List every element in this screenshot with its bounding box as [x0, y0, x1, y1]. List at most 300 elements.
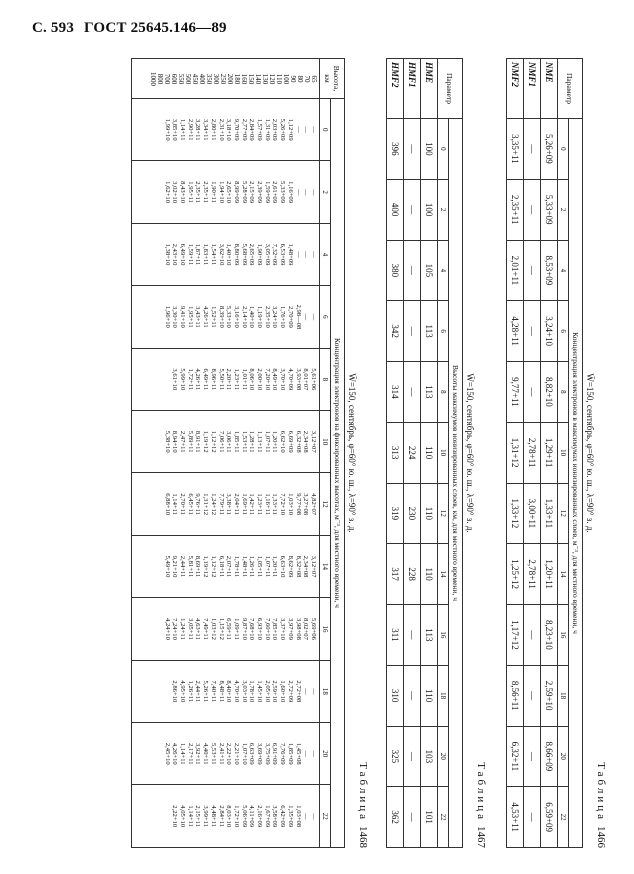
cell-value: 6,69+09 [286, 430, 294, 453]
hour-header: 22 [320, 785, 331, 848]
cell-value: 9,77+08 [294, 493, 302, 516]
hour-header: 4 [438, 240, 449, 301]
cell-value: — [310, 812, 317, 820]
table-cell: 8,23+10 [541, 605, 558, 666]
cell-value: 1,45+08 [294, 742, 302, 765]
height-value: 800 [156, 73, 164, 85]
table-cell: 2,35+11 [507, 179, 524, 240]
cell-value: 4,05+10 [179, 805, 187, 828]
cell-value [132, 413, 140, 470]
cell-value: 5,81+11 [186, 555, 194, 578]
cell-value [140, 288, 148, 345]
cell-value: 4,95+10 [179, 680, 187, 703]
cell-value: 2,17+11 [186, 742, 194, 765]
cell-value [155, 101, 163, 158]
table-cell: 1,33+12 [507, 483, 524, 544]
cell-value: 5,33+10 [225, 305, 233, 328]
height-value: 150 [247, 73, 255, 85]
height-value: 500 [184, 73, 192, 85]
table-cell: 2,59+10 [541, 665, 558, 726]
height-value: 120 [268, 73, 276, 85]
hour-header: 20 [438, 726, 449, 787]
table-1468 [131, 58, 345, 848]
cell-value: — [302, 313, 310, 321]
table-cell: 110 [421, 544, 438, 605]
table-cell [132, 535, 320, 597]
cell-value: 1,83+11 [202, 243, 210, 266]
table-cell: 1,29+11 [541, 422, 558, 483]
cell-value: 6,93+10 [256, 618, 264, 640]
cell-value [132, 725, 140, 782]
cell-value: 8,80+09 [232, 243, 240, 266]
cell-value [132, 600, 140, 657]
height-value: 450 [191, 73, 199, 85]
cell-value: 6,91+09 [271, 742, 279, 765]
cell-value [155, 663, 163, 720]
cell-value: 1,20+11 [271, 555, 279, 578]
cell-value [140, 538, 148, 595]
group-header: Высоты максимумов ионизированных слоев, км, для местного времени, ч [449, 119, 463, 848]
table-cell [132, 411, 320, 473]
table-cell: 8,53+09 [541, 240, 558, 301]
cell-value: 4,26+11 [202, 306, 210, 328]
table-cell: 311 [387, 605, 404, 666]
height-value: 180 [233, 73, 241, 85]
cell-value [155, 163, 163, 220]
height-value: 65 [310, 75, 318, 83]
table-cell: — [404, 362, 421, 423]
cell-value: 8,48+11 [217, 680, 225, 703]
height-value: 70 [303, 75, 311, 83]
cell-value: 6,45+11 [186, 493, 194, 515]
cell-value: 4,40+11 [202, 742, 210, 765]
cell-value: 4,63+11 [194, 618, 202, 640]
cell-value: 2,34+08 [302, 430, 310, 453]
cell-value: 8,96+11 [209, 368, 217, 391]
table-cell: 113 [421, 605, 438, 666]
cell-value: — [310, 750, 317, 758]
hour-header: 18 [558, 665, 569, 726]
cell-value: 8,49+10 [271, 368, 279, 391]
cell-value: 6,53+09 [279, 243, 287, 266]
cell-value: 3,43+11 [194, 306, 202, 328]
cell-value: 1,23+11 [256, 493, 264, 515]
table-cell: 1,31+12 [507, 422, 524, 483]
cell-value: 2,77+09 [240, 118, 248, 141]
cell-value [148, 663, 156, 720]
table-cell: — [524, 119, 541, 180]
cell-value: — [294, 188, 302, 196]
hour-header: 10 [438, 422, 449, 483]
cell-value: 1,69+11 [240, 493, 248, 515]
cell-value: 2,44+11 [179, 555, 187, 578]
cell-value: 6,18+11 [217, 555, 225, 578]
cell-value [148, 413, 156, 470]
cell-value: 4,48+11 [209, 805, 217, 828]
hour-header: 4 [558, 240, 569, 301]
cell-value: 1,07+10 [240, 742, 248, 765]
hour-header: 22 [558, 787, 569, 848]
cell-value: 2,72+08 [294, 680, 302, 703]
height-value: 600 [170, 73, 178, 85]
page-number: С. 593 [32, 20, 75, 36]
table-cell: 113 [421, 362, 438, 423]
cell-value [155, 226, 163, 283]
cell-value [155, 351, 163, 408]
cell-value: 5,61+06 [310, 368, 317, 391]
cell-value: 7,76+09 [279, 742, 287, 765]
table-cell [132, 161, 320, 223]
hour-header: 2 [558, 179, 569, 240]
cell-value [148, 725, 156, 782]
cell-value: 2,35+10 [263, 305, 271, 328]
cell-value: — [294, 251, 302, 258]
table-cell: — [524, 726, 541, 787]
table-cell: 314 [387, 362, 404, 423]
cell-value: 9,70+09 [232, 118, 240, 141]
height-value: 160 [240, 73, 248, 85]
cell-value: 5,28+09 [240, 181, 248, 204]
cell-value: 2,61+09 [271, 181, 279, 204]
cell-value: 1,19+10 [256, 305, 264, 328]
cell-value: — [310, 126, 317, 133]
cell-value [132, 226, 140, 283]
cell-value: 1,67+09 [263, 805, 271, 828]
cell-value: 7,68+10 [248, 618, 256, 640]
cell-value: 1,03+12 [209, 618, 217, 640]
cell-value: 5,50+11 [217, 368, 225, 391]
cell-value: 1,94+10 [217, 181, 225, 204]
hour-header: 6 [438, 301, 449, 362]
cell-value: — [302, 812, 310, 820]
cell-value: — [302, 688, 310, 695]
rotated-content [22, 58, 607, 848]
cell-value: 2,35+11 [194, 181, 202, 203]
hour-header: 16 [558, 605, 569, 666]
table-cell: 325 [387, 726, 404, 787]
cell-value: 9,76+11 [194, 493, 202, 515]
cell-value: 6,32+08 [294, 430, 302, 453]
cell-value: 6,59+11 [225, 618, 233, 640]
table-label: Таблица1466 [595, 762, 607, 848]
cell-value [140, 475, 148, 532]
cell-value [148, 288, 156, 345]
group-header: Концентрация электронов в максимумах ионизированных слоев, м⁻³, для местного времени, ч [569, 119, 583, 848]
cell-value: 3,99+11 [202, 805, 210, 828]
height-value: 1000 [149, 72, 157, 86]
cell-value [140, 787, 148, 845]
cell-value: 8,99+09 [232, 181, 240, 204]
table-caption: W̄=150, сентябрь, φ=60° ю. ш., λ=90° з. д. [585, 373, 595, 533]
table-cell: 5,33+09 [541, 179, 558, 240]
table-label: Таблица1467 [475, 762, 487, 848]
cell-value: 2,86+10 [171, 680, 179, 703]
height-value: 90 [289, 75, 297, 83]
cell-value: 1,19+12 [202, 555, 210, 578]
table-cell: 4,28+11 [507, 301, 524, 362]
cell-value: 5,33+09 [279, 181, 287, 204]
table-cell: — [524, 787, 541, 848]
cell-value: 6,49+11 [202, 368, 210, 391]
hour-header: 8 [320, 348, 331, 410]
hour-header: 12 [558, 483, 569, 544]
cell-value: 3,03+10 [240, 680, 248, 703]
table-cell: 310 [387, 665, 404, 726]
cell-value: 3,97+09 [286, 618, 294, 640]
cell-value: 2,98—08 [294, 304, 302, 330]
cell-value: 8,69+11 [194, 555, 202, 578]
cell-value: 2,03+09 [271, 118, 279, 141]
cell-value: 1,31+09 [263, 118, 271, 141]
cell-value: 8,43+10 [179, 181, 187, 204]
cell-value: 3,28+11 [194, 118, 202, 141]
cell-value: 2,22+10 [171, 805, 179, 828]
cell-value: 3,93+08 [294, 368, 302, 391]
cell-value [140, 226, 148, 283]
cell-value: 1,45+10 [256, 680, 264, 703]
cell-value: 2,15+09 [248, 181, 256, 204]
cell-value: 2,90+11 [186, 118, 194, 141]
cell-value [148, 600, 156, 657]
table-row [507, 59, 524, 848]
table-cell: 3,35+11 [507, 119, 524, 180]
table-cell: — [404, 726, 421, 787]
table-cell [132, 785, 320, 848]
cell-value: 1,53+11 [240, 430, 248, 453]
table-cell: 313 [387, 422, 404, 483]
cell-value: 2,34+08 [302, 555, 310, 578]
cell-value: 2,70+09 [286, 305, 294, 328]
cell-value: 1,03+10 [286, 493, 294, 516]
hour-header: 14 [558, 544, 569, 605]
cell-value: 1,14+11 [186, 805, 194, 828]
cell-value: 1,16+09 [286, 181, 294, 204]
param-name: NMF2 [507, 59, 524, 119]
table-cell: 224 [404, 422, 421, 483]
cell-value: 1,38+10 [163, 243, 171, 266]
cell-value: 6,49+10 [179, 243, 187, 266]
cell-value: 1,19+12 [202, 430, 210, 453]
cell-value: 2,16+09 [256, 805, 264, 828]
cell-value: 8,03+10 [225, 805, 233, 828]
table-label: Таблица1468 [357, 762, 369, 848]
cell-value: 3,85+10 [171, 118, 179, 141]
cell-value: 1,57+09 [256, 118, 264, 141]
cell-value: — [310, 188, 317, 196]
table-cell [132, 223, 320, 285]
hour-header: 8 [558, 362, 569, 423]
hour-header: 2 [438, 179, 449, 240]
cell-value: 7,06+11 [217, 430, 225, 453]
hour-header: 18 [320, 660, 331, 722]
cell-value: 2,41+11 [217, 742, 225, 765]
table-cell: 105 [421, 240, 438, 301]
cell-value [140, 725, 148, 782]
height-value: 300 [212, 73, 220, 85]
cell-value [155, 600, 163, 657]
cell-value: 3,92+11 [194, 742, 202, 765]
hour-header: 12 [320, 473, 331, 535]
table-cell: 113 [421, 301, 438, 362]
cell-value: 5,49+10 [163, 555, 171, 578]
table-cell: 8,56+11 [507, 665, 524, 726]
cell-value: 8,94+10 [171, 430, 179, 453]
table-row [404, 59, 421, 848]
cell-value [155, 787, 163, 845]
cell-value: 1,05+11 [256, 555, 264, 578]
param-header: Высота, км [320, 59, 345, 99]
cell-value: 2,39+09 [256, 181, 264, 204]
header-row [331, 59, 345, 848]
cell-value: 1,09+11 [232, 618, 240, 640]
cell-value: 5,26+11 [202, 680, 210, 703]
cell-value: 7,49+11 [202, 618, 210, 640]
cell-value: 1,40+10 [225, 243, 233, 266]
hours-row [320, 59, 331, 848]
cell-value: 4,26+11 [194, 368, 202, 391]
cell-value: 3,75+09 [263, 742, 271, 765]
hour-header: 18 [438, 665, 449, 726]
cell-value: 8,40+10 [225, 680, 233, 703]
cell-value: 9,87+10 [240, 618, 248, 640]
cell-value: 7,32+09 [271, 243, 279, 266]
table-row [524, 59, 541, 848]
cell-value: 1,96+10 [163, 305, 171, 328]
table-cell: 2,78+11 [524, 422, 541, 483]
cell-value: — [302, 251, 310, 258]
cell-value: 1,48+11 [240, 555, 248, 578]
cell-value: 2,59+10 [271, 680, 279, 703]
cell-value: — [310, 251, 317, 258]
cell-value: 9,21+10 [171, 555, 179, 578]
cell-value: 7,60+10 [263, 618, 271, 640]
cell-value: 1,72+11 [186, 368, 194, 391]
height-value: 550 [177, 73, 185, 85]
cell-value: 1,03+08 [294, 805, 302, 828]
cell-value: 7,72+10 [279, 493, 287, 516]
table-cell: — [404, 179, 421, 240]
cell-value: 4,11+09 [248, 805, 256, 828]
hour-header: 6 [558, 301, 569, 362]
cell-value: 3,24+10 [271, 305, 279, 328]
cell-value: 1,07+11 [263, 430, 271, 453]
cell-value: 8,06+10 [248, 368, 256, 391]
cell-value: 1,26+11 [186, 680, 194, 703]
cell-value: 7,24+10 [171, 618, 179, 640]
hour-header: 20 [558, 726, 569, 787]
table-cell: 110 [421, 422, 438, 483]
hour-header: 8 [438, 362, 449, 423]
param-header: Параметр [438, 59, 463, 119]
height-value: 400 [198, 73, 206, 85]
hour-header: 4 [320, 223, 331, 285]
cell-value: 2,80+11 [209, 118, 217, 141]
cell-value: 4,70+10 [232, 680, 240, 703]
cell-value [155, 475, 163, 532]
cell-value: 1,99+10 [163, 118, 171, 141]
cell-value: 1,35+09 [286, 805, 294, 828]
cell-value: 3,62+10 [217, 243, 225, 266]
cell-value: 1,16+11 [263, 493, 271, 515]
hour-header: 0 [558, 119, 569, 180]
table-cell: 362 [387, 787, 404, 848]
cell-value: 3,16+10 [232, 305, 240, 328]
table-cell: — [524, 301, 541, 362]
cell-value: 1,59+11 [186, 243, 194, 266]
cell-value: 1,13+11 [256, 430, 264, 453]
cell-value: 6,88+10 [163, 493, 171, 516]
cell-value: 3,98+08 [294, 618, 302, 640]
hour-header: 10 [558, 422, 569, 483]
height-value: 700 [163, 73, 171, 85]
cell-value: 7,85+10 [271, 618, 279, 640]
cell-value: 1,85+11 [232, 430, 240, 453]
table-cell: 101 [421, 787, 438, 848]
cell-value: 2,04+11 [232, 493, 240, 515]
cell-value [132, 101, 140, 158]
cell-value: 5,89+11 [186, 430, 194, 453]
cell-value [132, 351, 140, 408]
cell-value: 2,15+11 [194, 805, 202, 828]
cell-value [148, 226, 156, 283]
table-cell: 6,59+09 [541, 787, 558, 848]
table-cell: — [404, 240, 421, 301]
hours-row [558, 59, 569, 848]
height-value: 100 [282, 73, 290, 85]
cell-value: 8,32+08 [294, 555, 302, 578]
cell-value: 1,31+12 [202, 493, 210, 516]
table-cell: 1,33+11 [541, 483, 558, 544]
table-cell: 1,17+12 [507, 605, 524, 666]
table-caption: W̄=150, сентябрь, φ=60° ю. ш., λ=90° з. д. [347, 373, 357, 533]
hour-header: 20 [320, 723, 331, 785]
cell-value: 3,06+11 [225, 430, 233, 453]
cell-value: 4,70+09 [286, 368, 294, 391]
hour-header: 0 [320, 99, 331, 161]
cell-value: — [310, 313, 317, 321]
table-1466 [506, 58, 583, 848]
cell-value: 1,90+09 [256, 243, 264, 266]
table-row [387, 59, 404, 848]
hour-header: 12 [438, 483, 449, 544]
cell-value [148, 163, 156, 220]
cell-value: 8,62+09 [286, 555, 294, 578]
cell-value: 1,26+11 [248, 555, 256, 578]
cell-value [132, 787, 140, 845]
cell-value: 1,33+11 [271, 493, 279, 515]
cell-value: 4,82+07 [310, 493, 317, 516]
cell-value: 3,18+10 [225, 118, 233, 141]
cell-value: 3,61+10 [171, 368, 179, 391]
table-cell: 228 [404, 544, 421, 605]
cell-value: 6,63+10 [279, 555, 287, 578]
cell-value: — [294, 126, 302, 133]
cell-value: 2,35+11 [202, 181, 210, 203]
cell-value: 5,38+10 [163, 430, 171, 453]
cell-value: 1,01+11 [240, 368, 248, 391]
cell-value: 9,41+10 [179, 305, 187, 328]
table-cell: — [524, 240, 541, 301]
height-value: 130 [261, 73, 269, 85]
table-cell: 6,32+11 [507, 726, 524, 787]
cell-value: 8,91+11 [194, 430, 202, 453]
cell-value: 1,78+10 [248, 680, 256, 703]
cell-value [140, 600, 148, 657]
cell-value: 1,12+12 [209, 430, 217, 453]
table-cell: — [404, 301, 421, 362]
cell-value: 2,65+10 [225, 181, 233, 204]
table-caption: W̄=150, сентябрь, φ=60° ю. ш., λ=90° з. д. [465, 373, 475, 533]
